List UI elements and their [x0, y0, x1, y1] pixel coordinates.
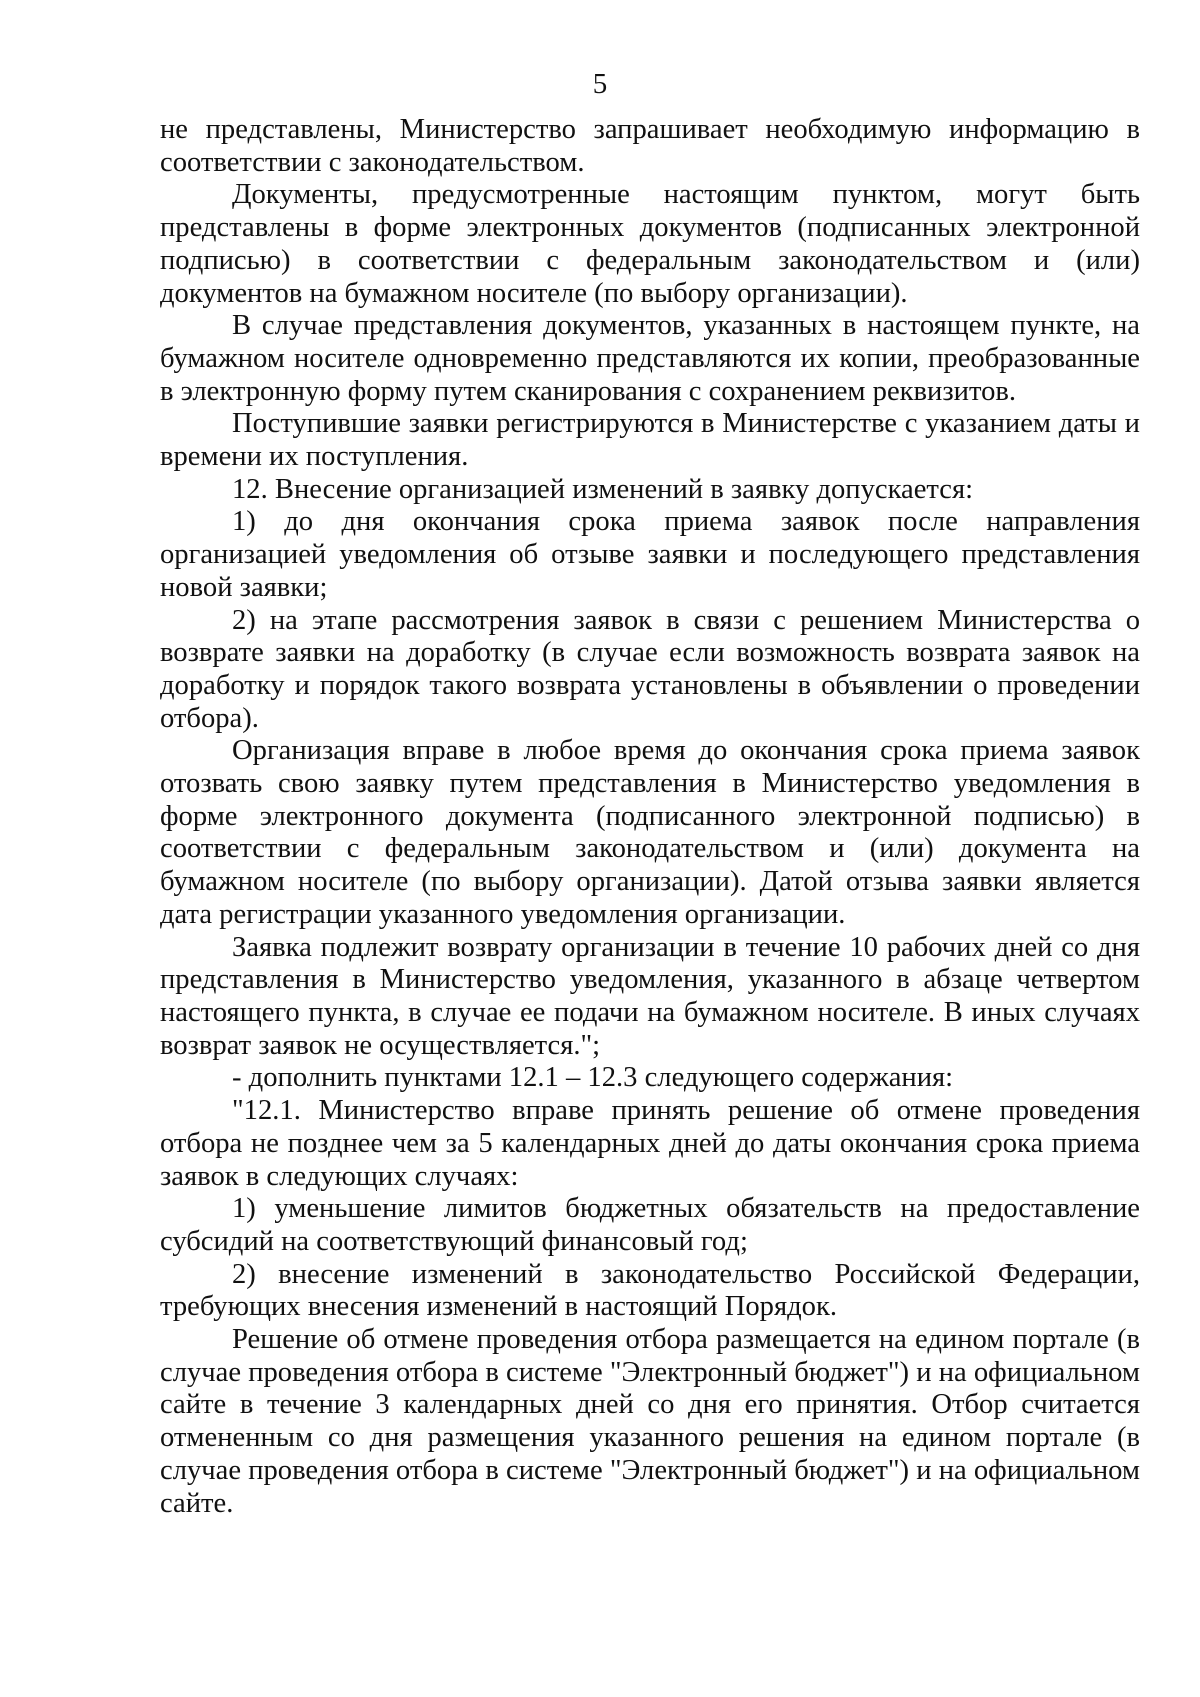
- paragraph-paper-copies: В случае представления документов, указанных в настоящем пункте, на бумажном носителе одновременно представляются их копии, преобразованные в электронную форму путем сканирования с сохранением реквизитов.: [160, 310, 1140, 407]
- paragraph-amendment: - дополнить пунктами 12.1 – 12.3 следующего содержания:: [232, 1062, 954, 1094]
- paragraph-electronic-documents: Документы, предусмотренные настоящим пунктом, могут быть представлены в форме электронных документов (подписанных электронной подписью) в соответствии с федеральным законодательством и (или) документов на бумажном носителе (по выбору организации).: [160, 179, 1140, 309]
- paragraph-item-12-1-cancel: "12.1. Министерство вправе принять решение об отмене проведения отбора не позднее чем за 5 календарных дней до даты окончания срока приема заявок в следующих случаях:: [160, 1095, 1140, 1192]
- paragraph-registration: Поступившие заявки регистрируются в Министерстве с указанием даты и времени их поступления.: [160, 408, 1140, 473]
- document-body: [160, 114, 1140, 1520]
- page-number: 5: [592, 68, 608, 100]
- paragraph-case-2: 2) внесение изменений в законодательство Российской Федерации, требующих внесения изменений в настоящий Порядок.: [160, 1258, 1140, 1323]
- paragraph-continuation: не представлены, Министерство запрашивает необходимую информацию в соответствии с законодательством.: [160, 114, 1140, 178]
- paragraph-item-12-1: 1) до дня окончания срока приема заявок после направления организацией уведомления об отзыве заявки и последующего представления новой заявки;: [160, 506, 1140, 603]
- paragraph-return: Заявка подлежит возврату организации в течение 10 рабочих дней со дня представления в Министерство уведомления, указанного в абзаце четвертом настоящего пункта, в случае ее подачи на бумажном носителе. В иных случаях возврат заявок не осуществляется.";: [160, 931, 1140, 1061]
- paragraph-withdrawal: Организация вправе в любое время до окончания срока приема заявок отозвать свою заявку путем представления в Министерство уведомления в форме электронного документа (подписанного электронной подписью) в соответствии с федеральным законодательством и (или) документа на бумажном носителе (по выбору организации). Датой отзыва заявки является дата регистрации указанного уведомления организации.: [160, 735, 1140, 930]
- paragraph-cancel-publication: Решение об отмене проведения отбора размещается на едином портале (в случае проведения отбора в системе "Электронный бюджет") и на официальном сайте в течение 3 календарных дней со дня его принятия. Отбор считается отмененным со дня размещения указанного решения на едином портале (в случае проведения отбора в системе "Электронный бюджет") и на официальном сайте.: [160, 1324, 1140, 1519]
- paragraph-item-12: 12. Внесение организацией изменений в заявку допускается:: [232, 473, 974, 505]
- paragraph-item-12-2: 2) на этапе рассмотрения заявок в связи с решением Министерства о возврате заявки на доработку (в случае если возможность возврата заявок на доработку и порядок такого возврата установлены в объявлении о проведении отбора).: [160, 604, 1140, 734]
- paragraph-case-1: 1) уменьшение лимитов бюджетных обязательств на предоставление субсидий на соответствующий финансовый год;: [160, 1193, 1140, 1257]
